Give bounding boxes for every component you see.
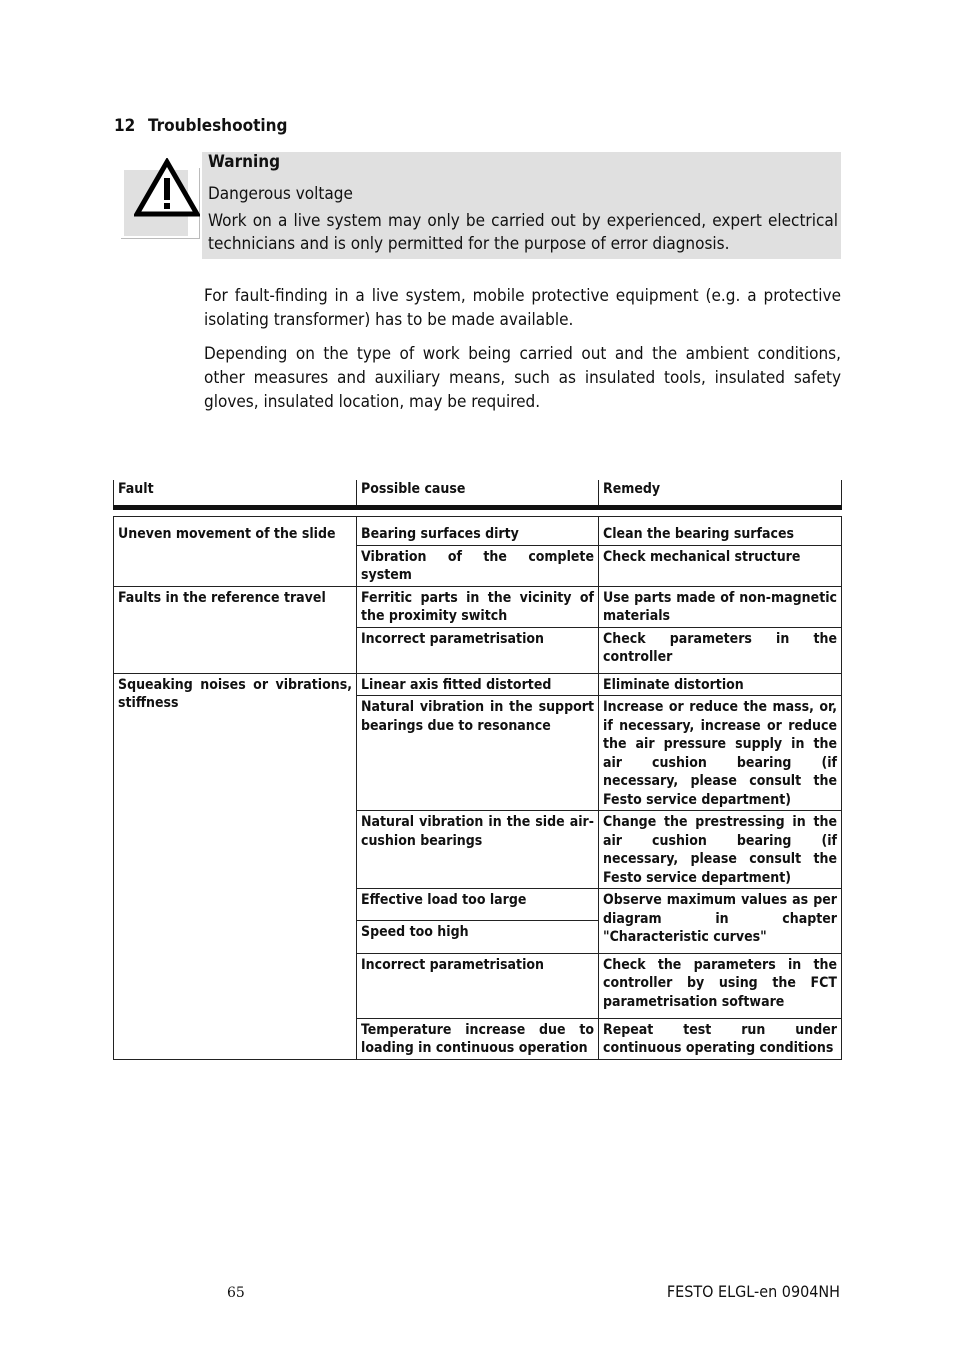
remedy-cell: Observe maximum values as per diagram in chapter "Characteristic curves" [599, 889, 842, 954]
remedy-cell: Change the prestressing in the air cushion bearing (if necessary, please consult the Festo service department) [599, 811, 842, 889]
remedy-cell: Check parameters in the controller [599, 627, 842, 673]
warning-title: Warning [208, 152, 281, 172]
section-number: 12 [114, 116, 136, 136]
remedy-cell: Use parts made of non-magnetic materials [599, 586, 842, 627]
cause-cell: Vibration of the complete system [357, 545, 599, 586]
remedy-cell: Check the parameters in the controller by using the FCT parametrisation software [599, 953, 842, 1018]
table-spacer [114, 508, 842, 517]
remedy-cell: Increase or reduce the mass, or, if necessary, increase or reduce the air pressure supply in the air cushion bearing (if necessary, please consult the Festo service department) [599, 696, 842, 811]
warning-text: Work on a live system may only be carried out by experienced, expert electrical technicians and is only permitted for the purpose of error diagnosis. [208, 211, 838, 254]
cause-cell: Ferritic parts in the vicinity of the proximity switch [357, 586, 599, 627]
header-possible-cause: Possible cause [357, 480, 599, 508]
cause-cell: Speed too high [357, 921, 599, 953]
cause-cell: Natural vibration in the support bearings due to resonance [357, 696, 599, 811]
remedy-cell: Eliminate distortion [599, 673, 842, 696]
header-remedy: Remedy [599, 480, 842, 508]
table-row [114, 673, 842, 696]
cause-cell: Temperature increase due to loading in continuous operation [357, 1018, 599, 1059]
remedy-cell: Clean the bearing surfaces [599, 517, 842, 546]
warning-subtitle: Dangerous voltage [208, 184, 353, 204]
fault-cell: Squeaking noises or vibrations, stiffness [114, 673, 357, 1059]
warning-triangle-icon [134, 158, 200, 218]
fault-cell: Uneven movement of the slide [114, 517, 357, 587]
cause-cell: Linear axis fitted distorted [357, 673, 599, 696]
table-row [114, 586, 842, 627]
cause-cell: Effective load too large [357, 889, 599, 921]
cause-cell: Incorrect parametrisation [357, 953, 599, 1018]
header-fault: Fault [114, 480, 357, 508]
document-id: FESTO ELGL-en 0904NH [666, 1282, 840, 1301]
paragraph-protective-equipment: For fault-finding in a live system, mobile protective equipment (e.g. a protective isolating transformer) has to be made available. [204, 286, 841, 330]
cause-cell: Incorrect parametrisation [357, 627, 599, 673]
section-heading [114, 116, 287, 136]
page-number: 65 [227, 1285, 245, 1301]
remedy-cell: Repeat test run under continuous operating conditions [599, 1018, 842, 1059]
section-title: Troubleshooting [148, 116, 288, 136]
cause-cell: Bearing surfaces dirty [357, 517, 599, 546]
cause-cell: Natural vibration in the side air-cushion bearings [357, 811, 599, 889]
table-row [114, 517, 842, 546]
warning-box [202, 152, 841, 259]
remedy-cell: Check mechanical structure [599, 545, 842, 586]
paragraph-other-measures: Depending on the type of work being carried out and the ambient conditions, other measures and auxiliary means, such as insulated tools, insulated safety gloves, insulated location, may be required. [204, 344, 841, 412]
fault-cell: Faults in the reference travel [114, 586, 357, 673]
troubleshooting-table [113, 480, 842, 1060]
table-header-row [114, 480, 842, 508]
